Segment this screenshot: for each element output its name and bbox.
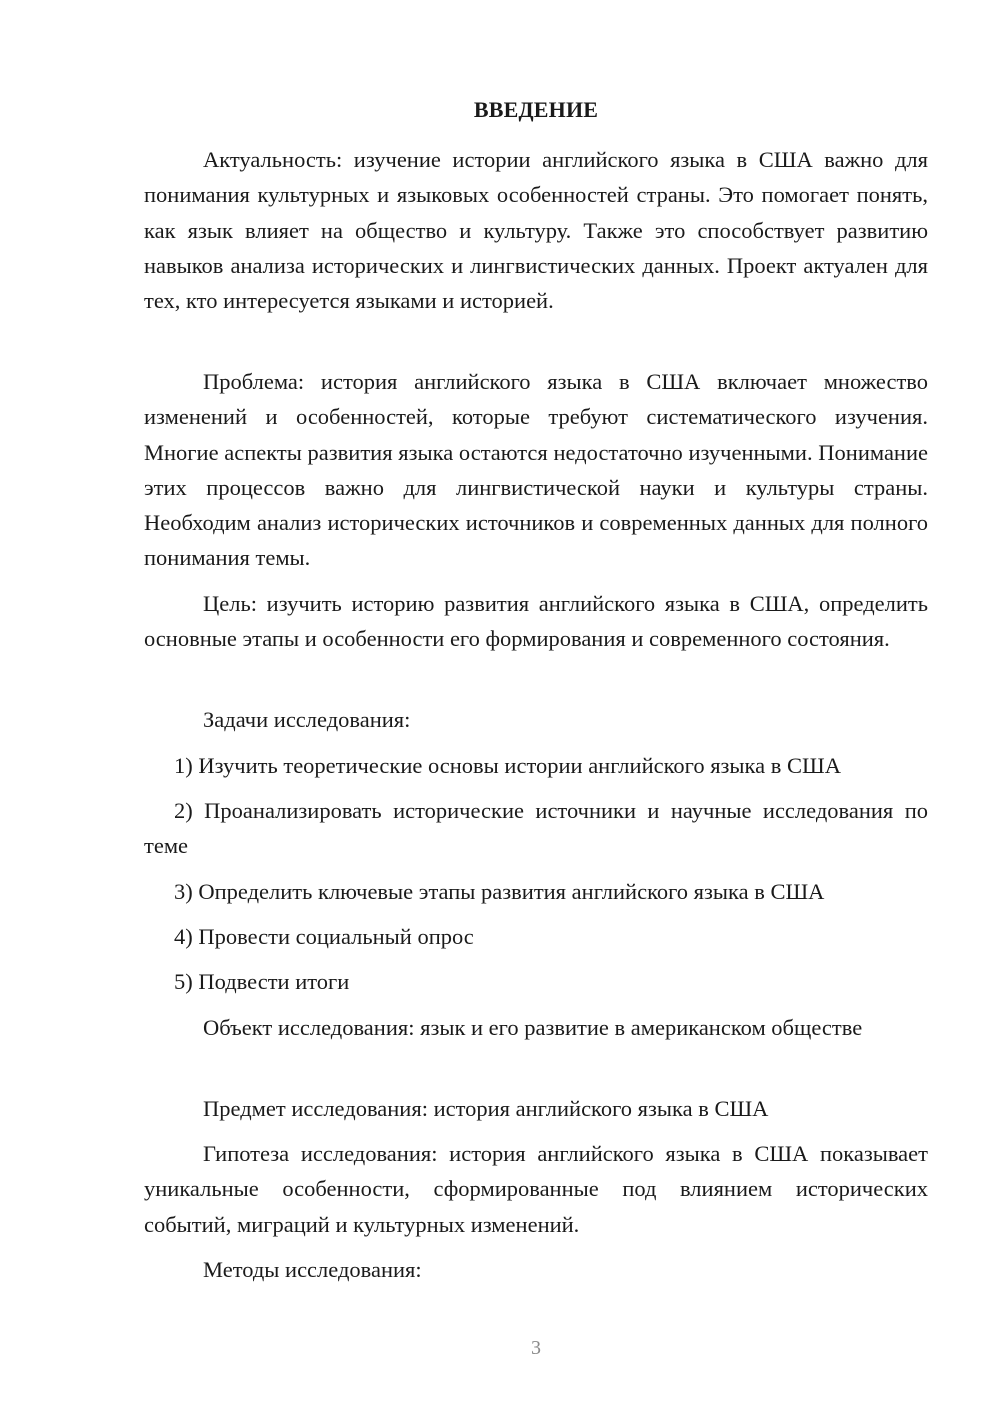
paragraph-goal: Цель: изучить историю развития английского языка в США, определить основные этапы и особенности его формирования и современного состояния. (144, 591, 928, 652)
list-item: 1) Изучить теоретические основы истории английского языка в США (174, 753, 841, 778)
paragraph-problem: Проблема: история английского языка в США включает множество изменений и особенностей, которые требуют систематического изучения. Многие аспекты развития языка остаются недостаточно изученными. Понимание этих процессов важно для лингвистической науки и культуры страны. Необходим анализ исторических источников и современных данных для полного понимания темы. (144, 369, 928, 571)
section-heading: ВВЕДЕНИЕ (473, 97, 599, 122)
paragraph-subject: Предмет исследования: история английского языка в США (203, 1096, 769, 1121)
list-item: 4) Провести социальный опрос (174, 924, 474, 949)
paragraph-hypothesis: Гипотеза исследования: история английского языка в США показывает уникальные особенности, сформированные под влиянием исторических событий, миграций и культурных изменений. (144, 1141, 928, 1237)
list-item: 2) Проанализировать исторические источники и научные исследования по теме (144, 798, 928, 859)
paragraph-relevance: Актуальность: изучение истории английского языка в США важно для понимания культурных и языковых особенностей страны. Это помогает понять, как язык влияет на общество и культуру. Также это способствует развитию навыков анализа исторических и лингвистических данных. Проект актуален для тех, кто интересуется языками и историей. (144, 147, 928, 314)
paragraph-object: Объект исследования: язык и его развитие в американском обществе (203, 1015, 863, 1040)
page-number: 3 (531, 1337, 541, 1359)
document-page (144, 0, 928, 1414)
list-item: 3) Определить ключевые этапы развития английского языка в США (174, 879, 825, 904)
paragraph-tasks-heading: Задачи исследования: (203, 707, 411, 732)
list-item: 5) Подвести итоги (174, 969, 350, 994)
paragraph-methods: Методы исследования: (203, 1257, 422, 1282)
